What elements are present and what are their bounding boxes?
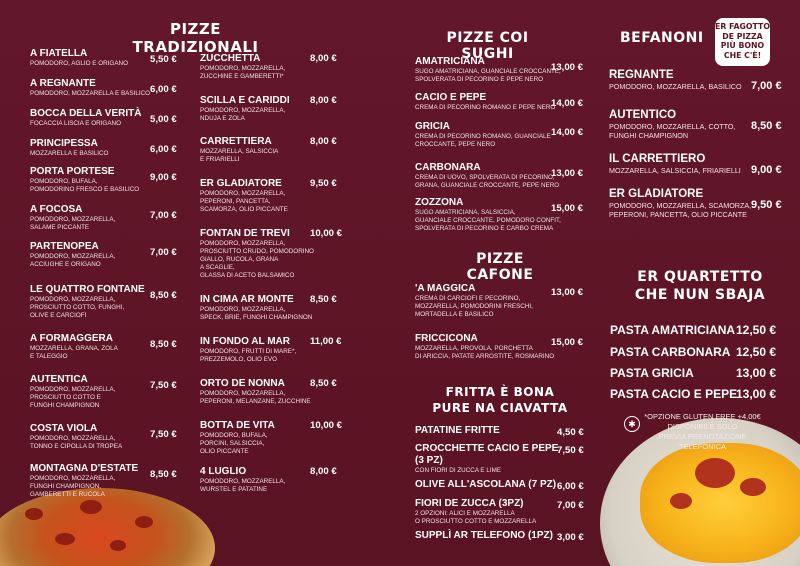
item-name: IN FONDO AL MAR	[200, 336, 290, 347]
fritta-item	[415, 530, 584, 543]
item-price: 6,00 €	[557, 481, 584, 492]
item-name: 4 LUGLIO	[200, 466, 247, 477]
item-description: POMODORO, MOZZARELLA E BASILICO	[30, 90, 151, 97]
tradizionali-left-item	[30, 284, 177, 320]
heading-quartetto: ER QUARTETTO CHE NUN SBAJA	[634, 269, 766, 303]
gluten-free-icon: ✱	[624, 416, 640, 432]
item-price: 13,00 €	[551, 62, 584, 73]
sughi-item	[415, 56, 584, 84]
item-name: A FOCOSA	[30, 204, 83, 215]
item-name: PARTENOPEA	[30, 241, 99, 252]
item-description: CREMA DI UOVO, SPOLVERATA DI PECORINO, GRANA, GUANCIALE CROCCANTE, PEPE NERO	[415, 174, 560, 189]
item-description: POMODORO, MOZZARELLA, TONNO E CIPOLLA DI TROPEA	[30, 435, 123, 450]
gluten-free-note: *OPZIONE GLUTEN FREE +4,00€ DISPONIBILE SOLO PREVIA PRENOTAZIONE TELEFONICA	[644, 412, 761, 451]
pasta-item-price: 12,50 €	[736, 323, 777, 337]
item-price: 7,00 €	[150, 247, 177, 258]
fritta-item	[415, 425, 584, 438]
item-description: POMODORO, MOZZARELLA, PEPERONI, PANCETTA, SCAMORZA, OLIO PICCANTE	[200, 190, 288, 213]
item-description: POMODORO, MOZZARELLA, PEPERONI, MELANZANE, ZUCCHINE	[200, 390, 311, 405]
item-price: 9,00 €	[751, 164, 782, 176]
item-price: 14,00 €	[551, 127, 584, 138]
item-name: AUTENTICO	[609, 109, 677, 121]
item-description: 2 OPZIONI: ALICI E MOZZARELLA O PROSCIUTTO COTTO E MOZZARELLA	[415, 510, 537, 525]
item-price: 8,50 €	[150, 290, 177, 301]
pasta-item-price: 13,00 €	[736, 387, 777, 401]
item-price: 8,00 €	[310, 466, 337, 477]
item-description: POMODORO, MOZZARELLA, ZUCCHINE E GAMBERETTI*	[200, 65, 286, 80]
item-price: 7,50 €	[150, 380, 177, 391]
item-description: POMODORO, FRUTTI DI MARE*, PREZZEMOLO, OLIO EVO	[200, 348, 297, 363]
tradizionali-left-item	[30, 374, 177, 410]
pasta-item-price: 12,50 €	[736, 345, 777, 359]
heading-fritta: FRITTA È BONA PURE NA CIAVATTA	[432, 385, 568, 415]
item-description: POMODORO, MOZZARELLA, PROSCIUTTO COTTO, FUNGHI, OLIVE E CARCIOFI	[30, 296, 125, 319]
item-price: 8,50 €	[310, 378, 337, 389]
item-name: 'A MAGGICA	[415, 283, 476, 294]
item-name: ZUCCHETTA	[200, 53, 261, 64]
item-name: SUPPLÌ AR TELEFONO (1PZ)	[415, 530, 553, 541]
item-description: POMODORO, MOZZARELLA, PROSCIUTTO COTTO E FUNGHI CHAMPIGNON	[30, 386, 116, 409]
item-price: 6,00 €	[150, 84, 177, 95]
item-description: POMODORO, MOZZARELLA, COTTO, FUNGHI CHAMPIGNON	[609, 122, 736, 140]
item-description: POMODORO, AGLIO E ORIGANO	[30, 60, 128, 67]
item-name: A FORMAGGERA	[30, 333, 113, 344]
item-description: POMODORO, MOZZARELLA, WURSTEL E PATATINE	[200, 478, 286, 493]
item-description: POMODORO, MOZZARELLA, PROSCIUTTO CRUDO, POMODORINO GIALLO, RUCOLA, GRANA A SCAGLIE, GLASSA DI ACETO BALSAMICO	[200, 240, 314, 279]
item-price: 7,00 €	[557, 500, 584, 511]
tradizionali-right-item	[200, 228, 343, 280]
pasta-item-name: PASTA GRICIA	[610, 366, 694, 380]
befanoni-item	[609, 108, 782, 140]
pasta-item-name: PASTA CARBONARA	[610, 345, 731, 359]
pasta-item-price: 13,00 €	[736, 366, 777, 380]
item-name: OLIVE ALL'ASCOLANA (7 PZ)	[415, 479, 557, 490]
item-price: 7,50 €	[557, 445, 584, 456]
item-name: LE QUATTRO FONTANE	[30, 284, 145, 295]
item-price: 8,00 €	[310, 53, 337, 64]
tradizionali-right-item	[200, 136, 337, 164]
item-price: 7,00 €	[751, 80, 782, 92]
item-price: 7,50 €	[150, 429, 177, 440]
item-description: MOZZARELLA, PROVOLA, PORCHETTA DI ARICCIA, PATATE ARROSTITE, ROSMARINO	[415, 345, 555, 360]
tradizionali-left-item	[30, 333, 177, 361]
item-price: 9,00 €	[150, 172, 177, 183]
tradizionali-left-item	[30, 241, 177, 269]
item-description: MOZZARELLA E BASILICO	[30, 150, 109, 157]
heading-pizze-cafone: PIZZE CAFONE	[466, 251, 534, 283]
item-name: A FIATELLA	[30, 48, 88, 59]
item-price: 8,50 €	[150, 339, 177, 350]
item-description: CREMA DI PECORINO ROMANO, GUANCIALE CROCCANTE, PEPE NERO	[415, 133, 551, 148]
tradizionali-right-item	[200, 466, 337, 494]
tradizionali-left-item	[30, 423, 177, 451]
pizza-image	[0, 488, 215, 566]
item-price: 8,50 €	[310, 294, 337, 305]
item-price: 15,00 €	[551, 337, 584, 348]
item-description: POMODORO, MOZZARELLA, SCAMORZA, PEPERONI, PANCETTA, OLIO PICCANTE	[609, 201, 752, 219]
heading-pizze-tradizionali: PIZZE TRADIZIONALI	[132, 20, 259, 56]
item-price: 5,50 €	[150, 54, 177, 65]
fritta-item	[415, 479, 584, 492]
item-description: CON FIORI DI ZUCCA E LIME	[415, 467, 502, 474]
tradizionali-right-item	[200, 336, 342, 364]
cafone-item	[415, 283, 584, 319]
item-description: POMODORO, BUFALA, PORCINI, SALSICCIA, OLIO PICCANTE	[200, 432, 268, 455]
item-description: MOZZARELLA, GRANA, ZOLA E TALEGGIO	[30, 345, 118, 360]
item-name: IN CIMA AR MONTE	[200, 294, 294, 305]
item-name: CROCCHETTE CACIO E PEPE (3 PZ)	[415, 443, 559, 466]
item-name: SCILLA E CARIDDI	[200, 95, 290, 106]
sughi-item	[415, 162, 584, 190]
tradizionali-right-item	[200, 294, 337, 322]
item-name: AUTENTICA	[30, 374, 88, 385]
item-name: ZOZZONA	[415, 197, 464, 208]
item-price: 3,00 €	[557, 532, 584, 543]
sughi-item	[415, 92, 584, 112]
item-name: ORTO DE NONNA	[200, 378, 285, 389]
item-price: 10,00 €	[310, 228, 343, 239]
tradizionali-right-item	[200, 378, 337, 406]
tradizionali-left-item	[30, 463, 177, 499]
item-description: POMODORO, MOZZARELLA, NDUJA E ZOLA	[200, 107, 286, 122]
tradizionali-right-item	[200, 53, 337, 81]
item-name: CACIO E PEPE	[415, 92, 487, 103]
item-name: PORTA PORTESE	[30, 166, 115, 177]
item-name: CARRETTIERA	[200, 136, 272, 147]
item-name: PATATINE FRITTE	[415, 425, 500, 436]
pasta-item-name: PASTA AMATRICIANA	[610, 323, 736, 337]
item-name: BOTTA DE VITA	[200, 420, 275, 431]
item-price: 6,00 €	[150, 144, 177, 155]
item-name: GRICIA	[415, 121, 450, 132]
item-description: POMODORO, MOZZARELLA, ACCIUGHE E ORIGANO	[30, 253, 116, 268]
tradizionali-left-item	[30, 204, 177, 232]
item-name: FRICCICONA	[415, 333, 478, 344]
fagotto-badge: ER FAGOTTO DE PIZZA PIÙ BONO CHE C'È!	[715, 18, 770, 66]
item-name: BOCCA DELLA VERITÀ	[30, 108, 142, 119]
item-description: POMODORO, BUFALA, POMODORINO FRESCO E BASILICO	[30, 178, 140, 193]
item-name: REGNANTE	[609, 69, 674, 81]
item-name: PRINCIPESSA	[30, 138, 98, 149]
heading-befanoni: BEFANONI	[620, 30, 704, 46]
item-description: POMODORO, MOZZARELLA, SALAME PICCANTE	[30, 216, 116, 231]
item-description: MOZZARELLA, SALSICCIA E FRIARIELLI	[200, 148, 279, 163]
item-price: 7,00 €	[150, 210, 177, 221]
befanoni-item	[609, 187, 782, 219]
item-price: 9,50 €	[310, 178, 337, 189]
item-price: 11,00 €	[310, 336, 342, 347]
tradizionali-right-item	[200, 95, 337, 123]
item-name: A REGNANTE	[30, 78, 96, 89]
item-name: FIORI DE ZUCCA (3PZ)	[415, 498, 524, 509]
item-price: 5,00 €	[150, 114, 177, 125]
item-price: 15,00 €	[551, 203, 584, 214]
item-description: SUGO AMATRICIANA, SALSICCIA, GUANCIALE CROCCANTE, POMODORO CONFIT, SPOLVERATA DI PECORINO E CARBO CREMA	[415, 209, 561, 232]
item-price: 13,00 €	[551, 168, 584, 179]
item-price: 4,50 €	[557, 427, 584, 438]
item-name: CARBONARA	[415, 162, 481, 173]
sughi-item	[415, 121, 584, 149]
item-price: 10,00 €	[310, 420, 343, 431]
befanoni-item	[609, 68, 782, 92]
item-name: ER GLADIATORE	[609, 188, 704, 200]
fritta-item	[415, 443, 584, 475]
item-description: POMODORO, MOZZARELLA, BASILICO	[609, 82, 742, 91]
item-description: FOCACCIA LISCIA E ORIGANO	[30, 120, 121, 127]
item-price: 9,50 €	[751, 199, 782, 211]
item-price: 8,50 €	[751, 120, 782, 132]
item-description: SUGO AMATRICIANA, GUANCIALE CROCCANTE, SPOLVERATA DI PECORINO E PEPE NERO	[415, 68, 561, 83]
item-price: 8,00 €	[310, 136, 337, 147]
item-description: POMODORO, MOZZARELLA, SPECK, BRIE, FUNGHI CHAMPIGNON	[200, 306, 313, 321]
item-name: FONTAN DE TREVI	[200, 228, 290, 239]
item-name: MONTAGNA D'ESTATE	[30, 463, 139, 474]
tradizionali-left-item	[30, 108, 177, 128]
item-description: CREMA DI PECORINO ROMANO E PEPE NERO	[415, 104, 556, 111]
tradizionali-left-item	[30, 166, 177, 194]
tradizionali-left-item	[30, 78, 177, 98]
item-name: ER GLADIATORE	[200, 178, 282, 189]
heading-pizze-coi-sughi: PIZZE COI SUGHI	[446, 30, 529, 62]
fritta-item	[415, 498, 584, 526]
item-price: 13,00 €	[551, 287, 584, 298]
item-description: MOZZARELLA, SALSICCIA, FRIARIELLI	[609, 166, 741, 175]
befanoni-item	[609, 152, 782, 176]
sughi-item	[415, 197, 584, 233]
cafone-item	[415, 333, 584, 361]
item-name: AMATRICIANA	[415, 56, 485, 67]
tradizionali-right-item	[200, 178, 337, 214]
pasta-item-name: PASTA CACIO E PEPE	[610, 387, 738, 401]
item-name: IL CARRETTIERO	[609, 153, 706, 165]
item-price: 8,00 €	[310, 95, 337, 106]
item-description: CREMA DI CARCIOFI E PECORINO, MOZZARELLA, POMODORINI FRESCHI, MORTADELLA E BASILICO	[415, 295, 533, 318]
tradizionali-right-item	[200, 420, 343, 456]
item-price: 8,50 €	[150, 469, 177, 480]
item-name: COSTA VIOLA	[30, 423, 98, 434]
item-description: POMODORO, MOZZARELLA, FUNGHI CHAMPIGNON, GAMBERETTI E RUCOLA	[30, 475, 116, 498]
tradizionali-left-item	[30, 138, 177, 158]
tradizionali-left-item	[30, 48, 177, 68]
item-price: 14,00 €	[551, 98, 584, 109]
